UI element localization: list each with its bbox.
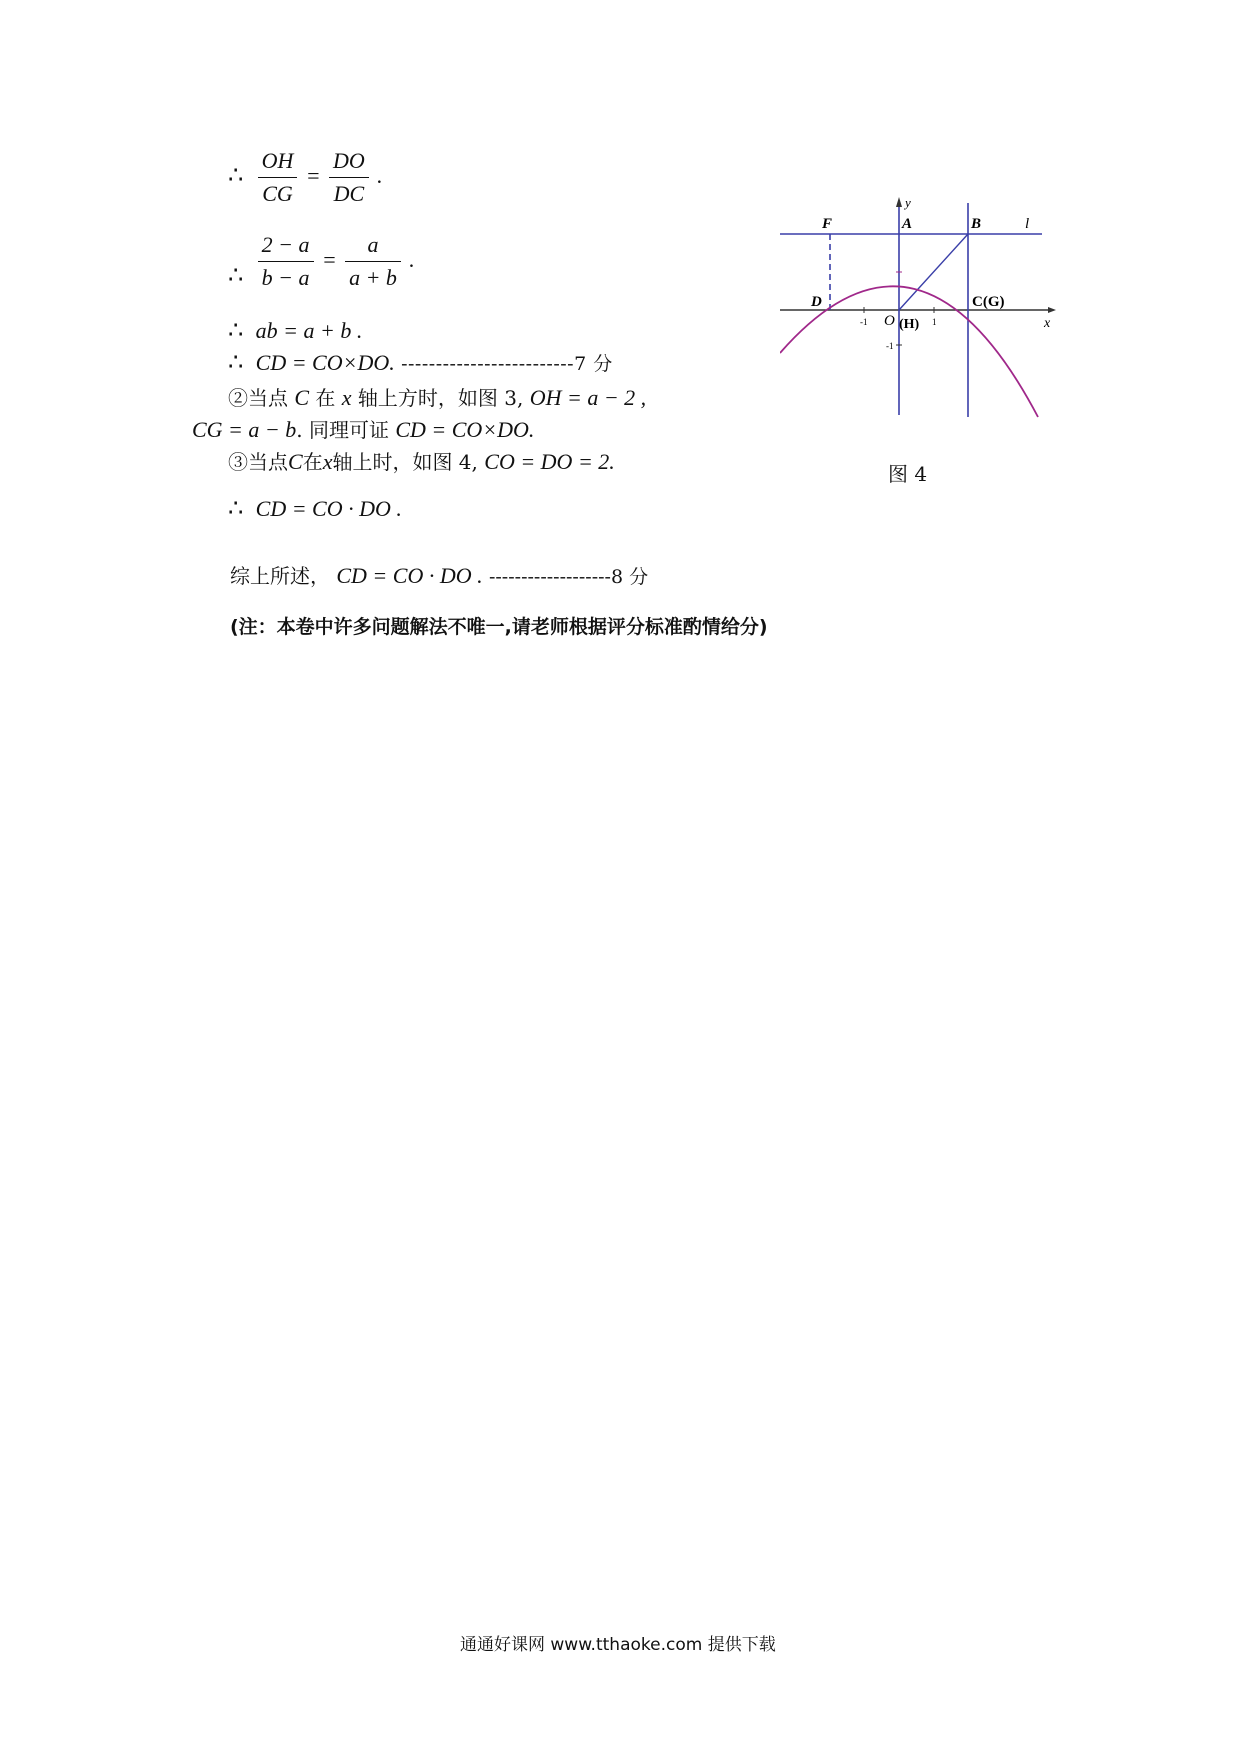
label-y: y <box>905 195 911 210</box>
page-footer: 通通好课网 www.tthaoke.com 提供下载 <box>460 1635 776 1655</box>
fraction-2a-ba: $\frac{2 - a}{b - a}$ <box>258 232 314 291</box>
label-l: l <box>1025 216 1030 232</box>
equation-ratio-2: ∴ $\frac{2 - a}{b - a}$ = $\frac{a}{a + b}$ . <box>228 232 415 290</box>
figure-caption: 图 4 <box>888 462 928 486</box>
tick-label-y-neg1: -1 <box>886 341 894 351</box>
summary-line: 综上所述， CD = CO · DO . -------------------8 分 <box>230 563 649 588</box>
x-axis-arrow <box>1048 307 1056 313</box>
case2-line1: ②当点 C 在 x 轴上方时，如图 3, OH = a − 2 , <box>228 385 647 410</box>
label-h: (H) <box>899 317 920 332</box>
label-f: F <box>822 216 833 232</box>
y-axis-arrow <box>896 197 902 207</box>
fraction-do-dc: $\frac{DO}{DC}$ <box>329 148 369 207</box>
label-d: D <box>811 294 822 310</box>
equation-ab: ∴ ab = a + b . <box>228 316 363 344</box>
therefore-symbol: ∴ <box>228 161 244 189</box>
fraction-oh-cg: $\frac{OH}{CG}$ <box>258 148 298 207</box>
segment-ob <box>899 234 968 310</box>
case3-line: ③当点C在x轴上时，如图 4, CO = DO = 2. <box>228 449 615 474</box>
equation-cd-score7: ∴ CD = CO×DO. -------------------------7 分 <box>228 348 613 376</box>
score-8: -------------------8 分 <box>488 566 649 588</box>
equation-ratio-1: ∴ $\frac{OH}{CG}$ = $\frac{DO}{DC}$ . <box>228 148 383 206</box>
label-o: O <box>884 313 895 329</box>
label-a: A <box>902 216 913 232</box>
grading-note: (注：本卷中许多问题解法不唯一,请老师根据评分标准酌情给分) <box>230 616 768 638</box>
therefore-symbol: ∴ <box>228 261 244 289</box>
label-x: x <box>1044 316 1051 331</box>
case2-line2: CG = a − b. 同理可证 CD = CO×DO. <box>192 417 535 442</box>
label-c-g: C(G) <box>972 294 1005 310</box>
figure-4 <box>780 195 1060 425</box>
score-7: -------------------------7 分 <box>401 353 613 375</box>
label-b: B <box>971 216 982 232</box>
tick-label-x-1: 1 <box>932 317 937 327</box>
equation-cd-final: ∴ CD = CO · DO . <box>228 494 402 522</box>
tick-label-x-neg1: -1 <box>860 317 868 327</box>
fraction-a-ab: $\frac{a}{a + b}$ <box>345 232 401 291</box>
